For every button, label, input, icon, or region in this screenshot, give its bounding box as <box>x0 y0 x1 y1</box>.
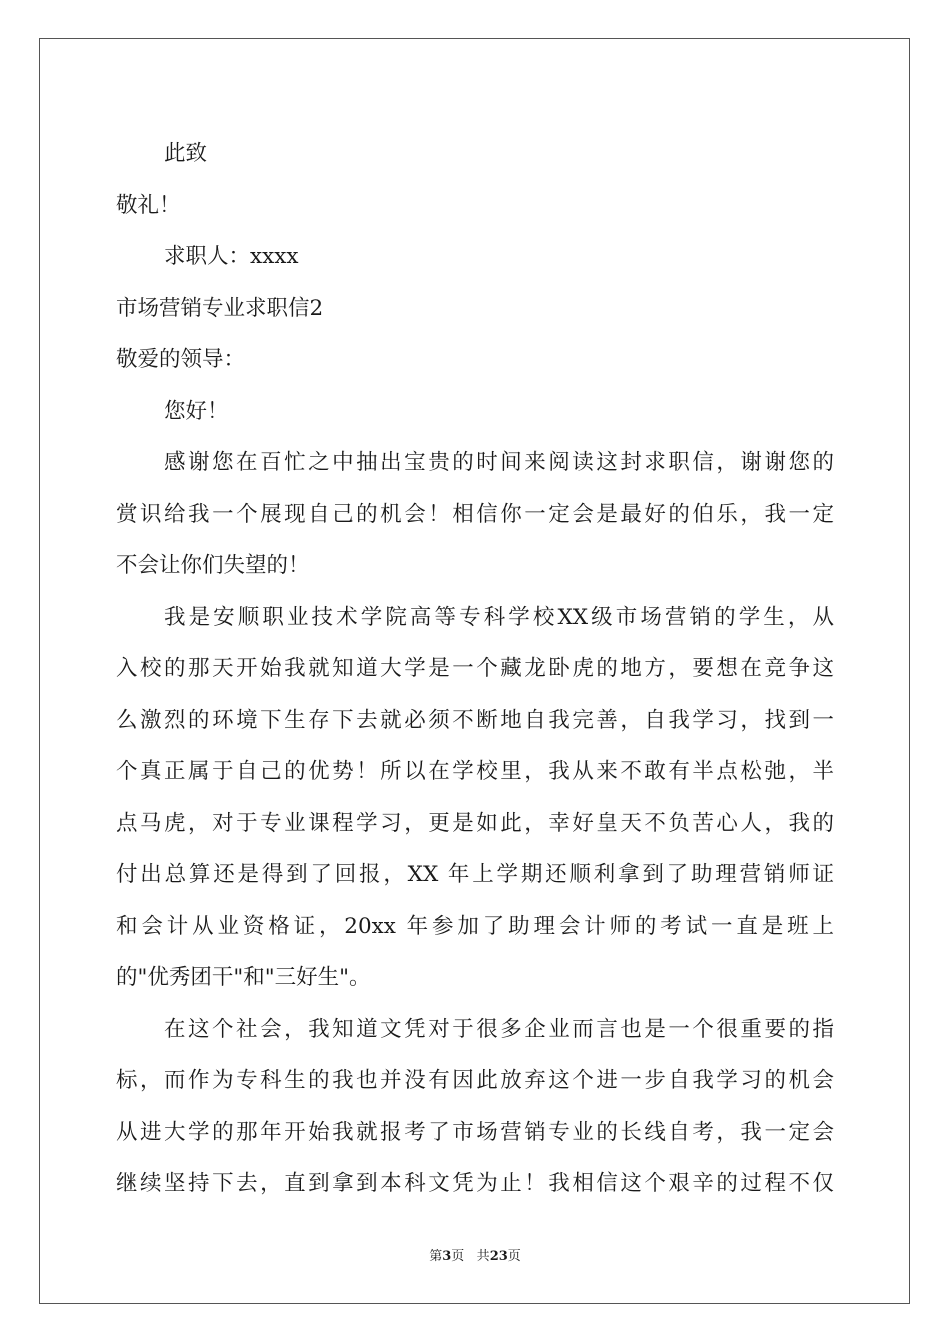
paragraph-line: 的"优秀团干"和"三好生"。 <box>116 965 371 990</box>
paragraph-line: 继续坚持下去，直到拿到本科文凭为止！我相信这个艰辛的过程不仅 <box>116 1171 834 1196</box>
paragraph-line: 和会计从业资格证，20xx 年参加了助理会计师的考试一直是班上 <box>116 913 834 939</box>
paragraph-2 <box>116 592 834 1004</box>
paragraph-line: 标，而作为专科生的我也并没有因此放弃这个进一步自我学习的机会 <box>116 1068 834 1093</box>
paragraph-1 <box>116 437 834 592</box>
closing-respect: 敬礼！ <box>116 192 181 218</box>
paragraph-line: 么激烈的环境下生存下去就必须不断地自我完善，自我学习，找到一 <box>116 707 834 733</box>
paragraph-line: 感谢您在百忙之中抽出宝贵的时间来阅读这封求职信，谢谢您的 <box>164 450 834 475</box>
page-suffix: 页 <box>451 1249 465 1264</box>
paragraph-line: 入校的那天开始我就知道大学是一个藏龙卧虎的地方，要想在竞争这 <box>116 656 834 681</box>
current-page-number: 3 <box>442 1249 452 1264</box>
total-pages-number: 23 <box>489 1249 508 1264</box>
total-prefix: 共 <box>476 1249 490 1264</box>
paragraph-line: 付出总算还是得到了回报，XX 年上学期还顺利拿到了助理营销师证 <box>116 862 834 887</box>
paragraph-line: 我是安顺职业技术学院高等专科学校XX级市场营销的学生，从 <box>164 604 834 630</box>
total-suffix: 页 <box>507 1249 521 1264</box>
closing-salutation: 此致 <box>164 141 208 166</box>
paragraph-line: 不会让你们失望的！ <box>116 553 310 578</box>
letter-greeting: 您好！ <box>164 398 229 424</box>
paragraph-line: 从进大学的那年开始我就报考了市场营销专业的长线自考，我一定会 <box>116 1119 834 1145</box>
letter-recipient: 敬爱的领导： <box>116 347 246 372</box>
closing-signature: 求职人：xxxx <box>164 244 299 269</box>
document-body <box>116 128 834 1210</box>
paragraph-line: 个真正属于自己的优势！所以在学校里，我从来不敢有半点松弛，半 <box>116 759 834 784</box>
paragraph-line: 赏识给我一个展现自己的机会！相信你一定会是最好的伯乐，我一定 <box>116 501 834 527</box>
letter-title: 市场营销专业求职信2 <box>116 295 324 321</box>
page-prefix: 第 <box>429 1249 443 1264</box>
page-footer <box>0 1248 950 1266</box>
paragraph-line: 在这个社会，我知道文凭对于很多企业而言也是一个很重要的指 <box>164 1016 834 1042</box>
paragraph-line: 点马虎，对于专业课程学习，更是如此，幸好皇天不负苦心人，我的 <box>116 810 834 836</box>
paragraph-3 <box>116 1004 834 1210</box>
